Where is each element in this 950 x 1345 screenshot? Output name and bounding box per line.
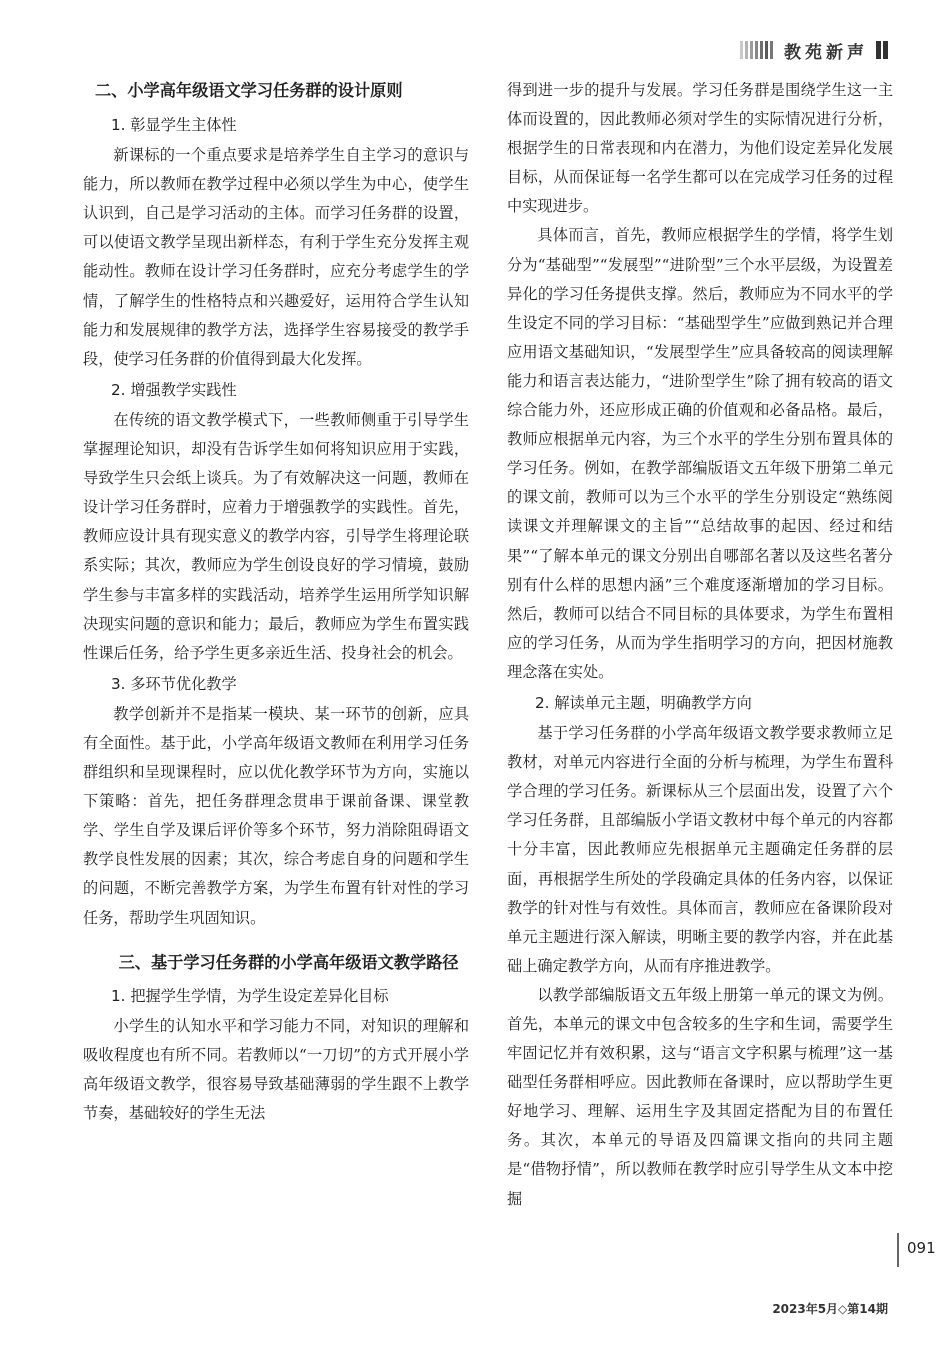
subheading-practicality: 2. 增强教学实践性	[111, 380, 237, 399]
page-number-box	[897, 1233, 950, 1267]
paragraph: 以教学部编版语文五年级上册第一单元的课文为例。首先，本单元的课文中包含较多的生字和生词，需要学生牢固记忆并有效积累，这与“语言文字积累与梳理”这一基础型任务群相呼应。因此教师在备课时，应以帮助学生更好地学习、理解、运用生字及其固定搭配为目的布置任务。其次，本单元的导语及四篇课文指向的共同主题是“借物抒情”，所以教师在教学时应引导学生从文本中挖掘	[507, 985, 893, 1208]
paragraph-continued: 得到进一步的提升与发展。学习任务群是围绕学生这一主体而设置的，因此教师必须对学生的实际情况进行分析，根据学生的日常表现和内在潜力，为他们设定差异化发展目标，从而保证每一名学生都可以在完成学习任务的过程中实现进步。	[507, 81, 893, 216]
paragraph: 基于学习任务群的小学高年级语文教学要求教师立足教材，对单元内容进行全面的分析与梳理，为学生布置科学合理的学习任务。新课标从三个层面出发，设置了六个学习任务群，且部编版小学语文教材中每个单元的内容都十分丰富，因此教师应先根据单元主题确定任务群的层面，再根据学生所处的学段确定具体的任务内容，以保证教学的针对性与有效性。具体而言，教师应在备课阶段对单元主题进行深入解读，明晰主要的教学内容，并在此基础上确定教学方向，从而有序推进教学。	[507, 724, 893, 975]
subheading-multi-stage-optimization: 3. 多环节优化教学	[111, 674, 237, 693]
header-gradient-bars	[740, 41, 775, 59]
right-column	[507, 76, 893, 1214]
paragraph: 教学创新并不是指某一模块、某一环节的创新，应具有全面性。基于此，小学高年级语文教师在利用学习任务群组织和呈现课程时，应以优化教学环节为方向，实施以下策略：首先，把任务群理念贯串于课前备课、课堂教学、学生自学及课后评价等多个环节，努力消除阻碍语文教学良性发展的因素；其次，综合考虑自身的问题和学生的问题，不断完善教学方案，为学生布置有针对性的学习任务，帮助学生巩固知识。	[83, 704, 469, 927]
subheading-student-subjectivity: 1. 彰显学生主体性	[111, 116, 237, 134]
left-column	[83, 76, 469, 1128]
paragraph: 具体而言，首先，教师应根据学生的学情，将学生划分为“基础型”“发展型”“进阶型”三个水平层级，为设置差异化的学习任务提供支撑。然后，教师应为不同水平的学生设定不同的学习目标：“基础型学生”应做到熟记并合理应用语文基础知识，“发展型学生”应具备较高的阅读理解能力和语言表达能力，“进阶型学生”除了拥有较高的语文综合能力外，还应形成正确的价值观和必备品格。最后，教师应根据单元内容，为三个水平的学生分别布置具体的学习任务。例如，在教学部编版语文五年级下册第二单元的课文前，教师可以为三个水平的学生分别设定“熟练阅读课文并理解课文的主旨”“总结故事的起因、经过和结果”“了解本单元的课文分别出自哪部名著以及这些名著分别有什么样的思想内涵”三个难度逐渐增加的学习目标。然后，教师可以结合不同目标的具体要求，为学生布置相应的学习任务，从而为学生指明学习的方向，把因材施教理念落在实处。	[507, 226, 893, 681]
heading-teaching-paths: 三、基于学习任务群的小学高年级语文教学路径	[118, 952, 459, 972]
running-header	[740, 38, 888, 62]
heading-design-principles: 二、小学高年级语文学习任务群的设计原则	[95, 81, 403, 100]
section-name: 教苑新声	[784, 42, 868, 63]
issue-info: 2023年5月◇第14期	[772, 1302, 888, 1316]
page-number: 091	[907, 1239, 936, 1257]
paragraph: 小学生的认知水平和学习能力不同，对知识的理解和吸收程度也有所不同。若教师以“一刀切”的方式开展小学高年级语文教学，很容易导致基础薄弱的学生跟不上教学节奏，基础较好的学生无法	[83, 1016, 469, 1122]
header-end-bars	[874, 41, 888, 59]
subheading-unit-theme: 2. 解读单元主题，明确教学方向	[535, 693, 752, 712]
paragraph: 在传统的语文教学模式下，一些教师侧重于引导学生掌握理论知识，却没有告诉学生如何将知识应用于实践，导致学生只会纸上谈兵。为了有效解决这一问题，教师在设计学习任务群时，应着力于增强教学的实践性。首先，教师应设计具有现实意义的教学内容，引导学生将理论联系实际；其次，教师应为学生创设良好的学习情境，鼓励学生参与丰富多样的实践活动，培养学生运用所学知识解决现实问题的意识和能力；最后，教师应为学生布置实践性课后任务，给予学生更多亲近生活、投身社会的机会。	[83, 410, 469, 662]
paragraph: 新课标的一个重点要求是培养学生自主学习的意识与能力，所以教师在教学过程中必须以学生为中心，使学生认识到，自己是学习活动的主体。而学习任务群的设置，可以使语文教学呈现出新样态，有利于学生充分发挥主观能动性。教师在设计学习任务群时，应充分考虑学生的学情，了解学生的性格特点和兴趣爱好，运用符合学生认知能力和发展规律的教学方法，选择学生容易接受的教学手段，使学习任务群的价值得到最大化发挥。	[83, 146, 469, 368]
subheading-differentiated-goals: 1. 把握学生学情，为学生设定差异化目标	[111, 986, 389, 1005]
